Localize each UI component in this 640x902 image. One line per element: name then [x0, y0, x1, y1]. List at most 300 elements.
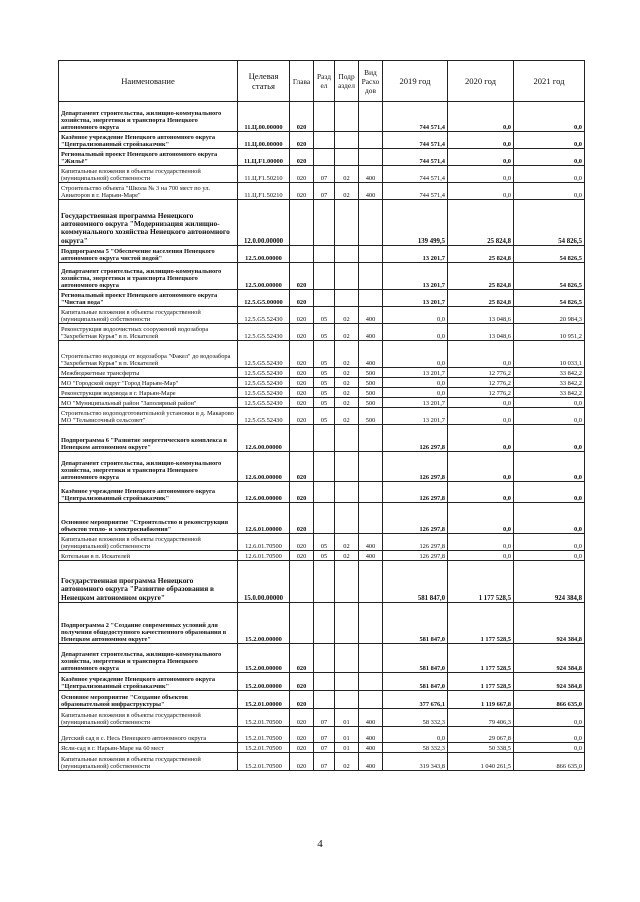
- budget-table-sheet: [58, 60, 584, 771]
- cell-article: 12.5.G5.52430: [238, 307, 290, 324]
- cell-chapter: 020: [290, 307, 314, 324]
- cell-section: [314, 603, 335, 644]
- cell-expense-type: [359, 102, 383, 132]
- cell-2021: 10 033,1: [514, 341, 585, 368]
- cell-article: 12.5.G5.52430: [238, 398, 290, 408]
- cell-chapter: 020: [290, 709, 314, 727]
- cell-section: 07: [314, 727, 335, 743]
- cell-chapter: 020: [290, 149, 314, 166]
- table-row: [59, 388, 585, 398]
- cell-2019: 126 297,8: [383, 551, 448, 561]
- cell-expense-type: 400: [359, 324, 383, 341]
- cell-subsection: [335, 691, 359, 709]
- cell-expense-type: [359, 482, 383, 503]
- cell-2019: 126 297,8: [383, 534, 448, 551]
- table-row: [59, 368, 585, 378]
- cell-expense-type: 400: [359, 341, 383, 368]
- cell-2019: 0,0: [383, 388, 448, 398]
- cell-article: 15.2.01.00000: [238, 691, 290, 709]
- cell-chapter: 020: [290, 753, 314, 771]
- table-row: [59, 753, 585, 771]
- cell-chapter: 020: [290, 324, 314, 341]
- cell-expense-type: 400: [359, 551, 383, 561]
- cell-2021: 0,0: [514, 408, 585, 425]
- table-row: [59, 102, 585, 132]
- header-year-2021: 2021 год: [514, 61, 585, 102]
- cell-chapter: 020: [290, 398, 314, 408]
- cell-article: 12.5.G5.52430: [238, 388, 290, 398]
- table-row: [59, 551, 585, 561]
- cell-2020: 1 177 528,5: [448, 673, 514, 691]
- cell-2021: 0,0: [514, 503, 585, 534]
- cell-section: [314, 425, 335, 452]
- cell-article: 12.0.00.00000: [238, 200, 290, 246]
- cell-subsection: [335, 561, 359, 603]
- cell-2021: 924 384,8: [514, 644, 585, 673]
- cell-subsection: 02: [335, 324, 359, 341]
- cell-article: 12.5.G5.52430: [238, 408, 290, 425]
- cell-2020: 13 048,6: [448, 324, 514, 341]
- cell-2020: 0,0: [448, 425, 514, 452]
- cell-expense-type: [359, 132, 383, 149]
- cell-expense-type: [359, 691, 383, 709]
- cell-subsection: [335, 200, 359, 246]
- budget-table: [58, 60, 585, 771]
- cell-chapter: 020: [290, 673, 314, 691]
- cell-2020: 25 824,8: [448, 290, 514, 307]
- cell-subsection: 01: [335, 727, 359, 743]
- cell-name: Капитальные вложения в объекты государственной (муниципальной) собственности: [59, 709, 238, 727]
- cell-name: Капитальные вложения в объекты государственной (муниципальной) собственности: [59, 753, 238, 771]
- cell-section: 05: [314, 341, 335, 368]
- cell-name: Казённое учреждение Ненецкого автономного округа "Централизованный стройзаказчик": [59, 132, 238, 149]
- table-row: [59, 200, 585, 246]
- header-name: Наименование: [59, 61, 238, 102]
- cell-section: 05: [314, 398, 335, 408]
- cell-2020: 12 776,2: [448, 378, 514, 388]
- cell-name: Основное мероприятие "Создание объектов образовательной инфраструктуры": [59, 691, 238, 709]
- cell-2019: 126 297,8: [383, 482, 448, 503]
- cell-section: 07: [314, 743, 335, 753]
- cell-2021: 924 384,8: [514, 603, 585, 644]
- cell-expense-type: 400: [359, 753, 383, 771]
- cell-2021: 54 826,5: [514, 200, 585, 246]
- cell-article: 12.5.00.00000: [238, 246, 290, 263]
- cell-section: 05: [314, 388, 335, 398]
- cell-chapter: 020: [290, 408, 314, 425]
- header-article: Целевая статья: [238, 61, 290, 102]
- cell-section: [314, 263, 335, 290]
- cell-name: Основное мероприятие "Строительство и реконструкция объектов тепло- и электроснабжения": [59, 503, 238, 534]
- cell-2020: 25 824,8: [448, 263, 514, 290]
- cell-section: [314, 132, 335, 149]
- cell-2020: 1 177 528,5: [448, 644, 514, 673]
- cell-2021: 10 951,2: [514, 324, 585, 341]
- cell-2020: 0,0: [448, 452, 514, 482]
- cell-article: 11.Ц.F1.00000: [238, 149, 290, 166]
- cell-section: [314, 246, 335, 263]
- cell-section: [314, 673, 335, 691]
- table-row: [59, 644, 585, 673]
- cell-name: МО "Муниципальный район "Заполярный район": [59, 398, 238, 408]
- table-row: [59, 727, 585, 743]
- cell-2020: 0,0: [448, 149, 514, 166]
- cell-article: 15.2.00.00000: [238, 673, 290, 691]
- cell-expense-type: 400: [359, 743, 383, 753]
- cell-section: [314, 290, 335, 307]
- cell-article: 12.6.01.70500: [238, 551, 290, 561]
- cell-chapter: 020: [290, 132, 314, 149]
- cell-section: 07: [314, 709, 335, 727]
- cell-section: [314, 200, 335, 246]
- cell-2019: 139 499,5: [383, 200, 448, 246]
- cell-expense-type: 500: [359, 398, 383, 408]
- cell-subsection: 01: [335, 709, 359, 727]
- cell-section: 05: [314, 324, 335, 341]
- table-row: [59, 246, 585, 263]
- table-header-row: [59, 61, 585, 102]
- cell-name: Государственная программа Ненецкого автономного округа "Модернизация жилищно-коммунального хозяйства Ненецкого автономного округа": [59, 200, 238, 246]
- table-body: [59, 102, 585, 771]
- table-row: [59, 290, 585, 307]
- cell-2019: 126 297,8: [383, 425, 448, 452]
- table-row: [59, 691, 585, 709]
- cell-2019: 13 201,7: [383, 263, 448, 290]
- table-row: [59, 503, 585, 534]
- cell-name: Региональный проект Ненецкого автономного округа "Чистая вода": [59, 290, 238, 307]
- table-row: [59, 149, 585, 166]
- cell-subsection: 02: [335, 378, 359, 388]
- cell-2021: 0,0: [514, 551, 585, 561]
- cell-name: Строительство объекта "Школа № 3 на 700 мест по ул. Авиаторов в г. Нарьян-Маре": [59, 183, 238, 200]
- table-row: [59, 398, 585, 408]
- cell-chapter: 020: [290, 727, 314, 743]
- cell-article: 12.6.00.00000: [238, 482, 290, 503]
- cell-2020: 0,0: [448, 551, 514, 561]
- cell-expense-type: [359, 603, 383, 644]
- cell-subsection: 02: [335, 551, 359, 561]
- cell-section: 05: [314, 378, 335, 388]
- cell-chapter: 020: [290, 341, 314, 368]
- cell-2020: 1 040 261,5: [448, 753, 514, 771]
- cell-2020: 25 824,8: [448, 200, 514, 246]
- cell-expense-type: [359, 246, 383, 263]
- cell-name: Детский сад в с. Несь Ненецкого автономного округа: [59, 727, 238, 743]
- cell-subsection: [335, 246, 359, 263]
- cell-2020: 0,0: [448, 183, 514, 200]
- cell-2020: 1 177 528,5: [448, 561, 514, 603]
- cell-article: 11.Ц.F1.50210: [238, 183, 290, 200]
- cell-2021: 0,0: [514, 452, 585, 482]
- cell-expense-type: 400: [359, 166, 383, 183]
- cell-name: Капитальные вложения в объекты государственной (муниципальной) собственности: [59, 534, 238, 551]
- cell-2021: 33 842,2: [514, 378, 585, 388]
- cell-2019: 744 571,4: [383, 166, 448, 183]
- cell-2020: 25 824,8: [448, 246, 514, 263]
- cell-2020: 12 776,2: [448, 368, 514, 378]
- cell-2019: 0,0: [383, 341, 448, 368]
- cell-subsection: 02: [335, 753, 359, 771]
- cell-2020: 29 067,8: [448, 727, 514, 743]
- header-expense-type: Вид Расхо дов: [359, 61, 383, 102]
- cell-expense-type: [359, 200, 383, 246]
- cell-expense-type: [359, 561, 383, 603]
- cell-2021: 54 826,5: [514, 246, 585, 263]
- cell-subsection: 02: [335, 307, 359, 324]
- table-row: [59, 408, 585, 425]
- cell-name: Капитальные вложения в объекты государственной (муниципальной) собственности: [59, 166, 238, 183]
- cell-2021: 0,0: [514, 149, 585, 166]
- cell-chapter: 020: [290, 263, 314, 290]
- cell-article: 11.Ц.00.00000: [238, 132, 290, 149]
- cell-subsection: 02: [335, 183, 359, 200]
- cell-2019: 744 571,4: [383, 132, 448, 149]
- cell-subsection: 02: [335, 534, 359, 551]
- cell-2019: 13 201,7: [383, 408, 448, 425]
- cell-subsection: 02: [335, 398, 359, 408]
- cell-chapter: 020: [290, 644, 314, 673]
- cell-expense-type: [359, 425, 383, 452]
- cell-article: 15.2.01.70500: [238, 709, 290, 727]
- table-row: [59, 263, 585, 290]
- cell-2021: 33 842,2: [514, 388, 585, 398]
- cell-expense-type: 500: [359, 368, 383, 378]
- table-row: [59, 324, 585, 341]
- cell-2020: 0,0: [448, 102, 514, 132]
- cell-subsection: [335, 673, 359, 691]
- cell-section: 07: [314, 183, 335, 200]
- cell-name: Ясли-сад в г. Нарьян-Маре на 60 мест: [59, 743, 238, 753]
- cell-2019: 13 201,7: [383, 368, 448, 378]
- cell-article: 12.6.00.00000: [238, 425, 290, 452]
- cell-name: Реконструкция водовода в г. Нарьян-Маре: [59, 388, 238, 398]
- cell-chapter: 020: [290, 482, 314, 503]
- cell-2019: 13 201,7: [383, 290, 448, 307]
- cell-subsection: [335, 452, 359, 482]
- table-row: [59, 743, 585, 753]
- cell-article: 15.0.00.00000: [238, 561, 290, 603]
- cell-expense-type: [359, 263, 383, 290]
- cell-2021: 0,0: [514, 398, 585, 408]
- cell-section: 05: [314, 551, 335, 561]
- cell-expense-type: [359, 149, 383, 166]
- cell-section: 05: [314, 534, 335, 551]
- table-row: [59, 341, 585, 368]
- cell-section: [314, 691, 335, 709]
- header-chapter: Глава: [290, 61, 314, 102]
- cell-chapter: 020: [290, 378, 314, 388]
- cell-2020: 0,0: [448, 341, 514, 368]
- cell-name: Казённое учреждение Ненецкого автономного округа "Централизованный стройзаказчик": [59, 482, 238, 503]
- cell-subsection: 02: [335, 368, 359, 378]
- cell-chapter: 020: [290, 691, 314, 709]
- cell-2020: 0,0: [448, 408, 514, 425]
- cell-name: Департамент строительства, жилищно-коммунального хозяйства, энергетики и транспорта Ненецкого автономного округа: [59, 102, 238, 132]
- cell-name: Департамент строительства, жилищно-коммунального хозяйства, энергетики и транспорта Ненецкого автономного округа: [59, 644, 238, 673]
- cell-2020: 79 406,3: [448, 709, 514, 727]
- cell-article: 12.6.01.00000: [238, 503, 290, 534]
- cell-2020: 50 338,5: [448, 743, 514, 753]
- cell-2019: 319 343,8: [383, 753, 448, 771]
- cell-subsection: 01: [335, 743, 359, 753]
- cell-chapter: 020: [290, 503, 314, 534]
- cell-section: [314, 503, 335, 534]
- cell-article: 12.5.G5.52430: [238, 368, 290, 378]
- cell-subsection: 02: [335, 388, 359, 398]
- cell-2020: 0,0: [448, 166, 514, 183]
- cell-subsection: [335, 603, 359, 644]
- cell-section: [314, 644, 335, 673]
- cell-article: 15.2.00.00000: [238, 644, 290, 673]
- page-number: 4: [317, 838, 323, 850]
- cell-chapter: 020: [290, 290, 314, 307]
- cell-expense-type: [359, 452, 383, 482]
- cell-name: Казённое учреждение Ненецкого автономного округа "Централизованный стройзаказчик": [59, 673, 238, 691]
- cell-2021: 54 826,5: [514, 263, 585, 290]
- cell-2020: 0,0: [448, 398, 514, 408]
- cell-article: 12.5.G5.00000: [238, 290, 290, 307]
- cell-subsection: 02: [335, 166, 359, 183]
- cell-name: Котельная в п. Искателей: [59, 551, 238, 561]
- table-row: [59, 673, 585, 691]
- cell-2020: 12 776,2: [448, 388, 514, 398]
- cell-section: 07: [314, 753, 335, 771]
- cell-expense-type: [359, 673, 383, 691]
- cell-2019: 126 297,8: [383, 452, 448, 482]
- cell-2021: 866 635,0: [514, 753, 585, 771]
- cell-2021: 0,0: [514, 534, 585, 551]
- cell-name: Подпрограмма 6 "Развитие энергетического комплекса в Ненецком автономном округе": [59, 425, 238, 452]
- cell-chapter: 020: [290, 102, 314, 132]
- cell-section: [314, 482, 335, 503]
- cell-article: 12.5.G5.52430: [238, 341, 290, 368]
- cell-name: Подпрограмма 2 "Создание современных условий для получения общедоступного качественного образования в Ненецком автономном округе": [59, 603, 238, 644]
- cell-chapter: [290, 561, 314, 603]
- cell-2021: 0,0: [514, 482, 585, 503]
- cell-expense-type: 500: [359, 408, 383, 425]
- cell-2020: 0,0: [448, 503, 514, 534]
- cell-article: 15.2.01.70500: [238, 753, 290, 771]
- cell-article: 12.6.01.70500: [238, 534, 290, 551]
- cell-2019: 377 676,1: [383, 691, 448, 709]
- cell-expense-type: 400: [359, 183, 383, 200]
- cell-article: 11.Ц.00.00000: [238, 102, 290, 132]
- cell-2021: 0,0: [514, 743, 585, 753]
- cell-2021: 924 384,8: [514, 673, 585, 691]
- table-row: [59, 378, 585, 388]
- cell-chapter: [290, 246, 314, 263]
- cell-2021: 33 842,2: [514, 368, 585, 378]
- cell-chapter: 020: [290, 743, 314, 753]
- cell-2021: 924 384,8: [514, 561, 585, 603]
- cell-subsection: [335, 644, 359, 673]
- cell-chapter: [290, 425, 314, 452]
- table-row: [59, 452, 585, 482]
- cell-expense-type: 400: [359, 307, 383, 324]
- cell-name: Региональный проект Ненецкого автономного округа "Жильё": [59, 149, 238, 166]
- cell-2020: 1 119 667,8: [448, 691, 514, 709]
- cell-expense-type: [359, 503, 383, 534]
- cell-chapter: 020: [290, 166, 314, 183]
- cell-2019: 744 571,4: [383, 183, 448, 200]
- cell-name: Департамент строительства, жилищно-коммунального хозяйства, энергетики и транспорта Ненецкого автономного округа: [59, 452, 238, 482]
- cell-expense-type: [359, 290, 383, 307]
- cell-2019: 744 571,4: [383, 102, 448, 132]
- cell-expense-type: 400: [359, 727, 383, 743]
- cell-expense-type: 500: [359, 378, 383, 388]
- cell-subsection: [335, 102, 359, 132]
- table-row: [59, 482, 585, 503]
- cell-2021: 0,0: [514, 425, 585, 452]
- cell-section: [314, 561, 335, 603]
- cell-section: 05: [314, 307, 335, 324]
- cell-subsection: 02: [335, 341, 359, 368]
- table-row: [59, 307, 585, 324]
- cell-2019: 581 847,0: [383, 673, 448, 691]
- table-row: [59, 709, 585, 727]
- cell-chapter: 020: [290, 368, 314, 378]
- table-row: [59, 534, 585, 551]
- table-row: [59, 425, 585, 452]
- cell-2020: 0,0: [448, 534, 514, 551]
- cell-name: МО "Городской округ "Город Нарьян-Мар": [59, 378, 238, 388]
- cell-subsection: [335, 503, 359, 534]
- cell-article: 12.5.00.00000: [238, 263, 290, 290]
- cell-chapter: [290, 603, 314, 644]
- cell-chapter: 020: [290, 183, 314, 200]
- cell-subsection: [335, 149, 359, 166]
- cell-name: Департамент строительства, жилищно-коммунального хозяйства, энергетики и транспорта Ненецкого автономного округа: [59, 263, 238, 290]
- cell-section: [314, 102, 335, 132]
- table-row: [59, 166, 585, 183]
- header-subsection: Подр аздел: [335, 61, 359, 102]
- cell-chapter: 020: [290, 551, 314, 561]
- cell-article: 11.Ц.F1.50210: [238, 166, 290, 183]
- cell-2019: 744 571,4: [383, 149, 448, 166]
- cell-2020: 1 177 528,5: [448, 603, 514, 644]
- cell-chapter: 020: [290, 452, 314, 482]
- cell-2021: 0,0: [514, 727, 585, 743]
- cell-subsection: [335, 482, 359, 503]
- cell-article: 12.5.G5.52430: [238, 324, 290, 341]
- cell-name: Строительство водоподготовительной установки в д. Макарово МО "Тельвисочный сельсовет": [59, 408, 238, 425]
- cell-2019: 0,0: [383, 307, 448, 324]
- cell-article: 12.5.G5.52430: [238, 378, 290, 388]
- cell-2019: 0,0: [383, 727, 448, 743]
- cell-2021: 0,0: [514, 102, 585, 132]
- cell-section: 07: [314, 166, 335, 183]
- cell-chapter: 020: [290, 534, 314, 551]
- cell-name: Государственная программа Ненецкого автономного округа "Развитие образования в Ненецком автономном округе": [59, 561, 238, 603]
- cell-2019: 0,0: [383, 324, 448, 341]
- cell-2019: 581 847,0: [383, 561, 448, 603]
- cell-2019: 126 297,8: [383, 503, 448, 534]
- cell-name: Реконструкция водоочистных сооружений водозабора "Захребетная Курья" в п. Искателей: [59, 324, 238, 341]
- header-year-2020: 2020 год: [448, 61, 514, 102]
- cell-subsection: [335, 290, 359, 307]
- cell-subsection: 02: [335, 408, 359, 425]
- cell-chapter: 020: [290, 388, 314, 398]
- cell-2019: 581 847,0: [383, 644, 448, 673]
- cell-expense-type: 400: [359, 709, 383, 727]
- cell-name: Строительство водовода от водозабора "Факел" до водозабора "Захребетная Курья" в п. Искателей: [59, 341, 238, 368]
- cell-2021: 20 984,3: [514, 307, 585, 324]
- cell-section: 05: [314, 408, 335, 425]
- cell-name: Подпрограмма 5 "Обеспечение населения Ненецкого автономного округа чистой водой": [59, 246, 238, 263]
- cell-section: 05: [314, 368, 335, 378]
- cell-expense-type: 400: [359, 534, 383, 551]
- header-year-2019: 2019 год: [383, 61, 448, 102]
